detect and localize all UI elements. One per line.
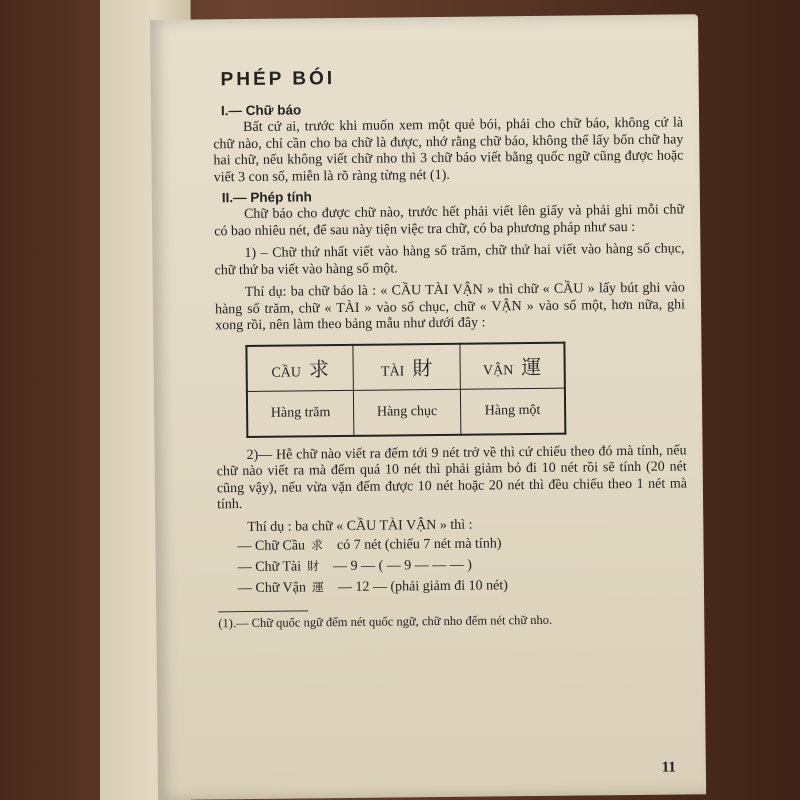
- section1-heading: I.— Chữ báo: [220, 102, 302, 119]
- table-cell: VẬN 運: [460, 342, 565, 389]
- table-cell: CẦU 求: [246, 344, 353, 391]
- example-2: Thí dụ : ba chữ « CẦU TÀI VẬN » thì :: [247, 517, 473, 535]
- cjk-character: 運: [521, 354, 542, 380]
- footnote: (1).— Chữ quốc ngữ đếm nét quốc ngữ, chữ nho đếm nét chữ nho.: [218, 612, 553, 631]
- table-cell: Hàng một: [460, 388, 565, 435]
- table-row: [246, 342, 564, 391]
- list-item: — Chữ Vận 運 — 12 — (phải giảm đi 10 nét): [237, 578, 508, 597]
- sample-table: [245, 341, 566, 437]
- section2-intro: Chữ báo cho được chữ nào, trước hết phải viết lên giấy và phải ghi mỗi chữ có bao nhiêu nét, để sau này tiện việc tra chữ, có ba phương pháp như sau :: [214, 202, 685, 239]
- example-1: Thí dụ: ba chữ báo là : « CẦU TÀI VẬN » thì chữ « CẦU » lấy bút ghi vào hàng số trăm, chữ « TÀI » vào số chục, chữ « VẬN » vào số một, hơn nữa, ghi xong rồi, nên làm theo bảng mẫu như dưới đây :: [214, 280, 686, 334]
- list-item: — Chữ Tài 財 — 9 — ( — 9 — — — ): [237, 557, 472, 576]
- cjk-character: 財: [306, 559, 320, 574]
- page-title: PHÉP BÓI: [220, 68, 336, 91]
- footnote-divider: [218, 610, 308, 612]
- rule-1: 1) – Chữ thứ nhất viết vào hàng số trăm, chữ thứ hai viết vào hàng số chục, chữ thứ ba viết vào hàng số một.: [214, 241, 685, 278]
- book-page: [150, 14, 706, 800]
- section2-heading: II.— Phép tính: [221, 189, 312, 206]
- cjk-character: 財: [412, 356, 433, 381]
- rule-2: 2)— Hễ chữ nào viết ra đếm tới 9 nét trở về thì cứ chiếu theo đó mà tính, nếu chữ nào viết ra mà đếm quá 10 nét thì phải giảm bỏ đi 10 nét rồi sẽ tính (20 nét cũng vậy), nếu vừa vặn đếm được 10 nét hoặc 20 nét thì đều chiếu theo 1 nét mà tính.: [216, 442, 687, 513]
- table-cell: TÀI 財: [353, 343, 460, 390]
- list-item: — Chữ Cầu 求 có 7 nét (chiếu 7 nét mà tính): [237, 536, 502, 555]
- page-content: [213, 64, 689, 631]
- table-cell: Hàng trăm: [247, 390, 354, 437]
- table-row: [247, 388, 565, 437]
- section1-text: Bất cứ ai, trước khi muốn xem một quẻ bói, phải cho chữ báo, không cứ là chữ nào, chỉ cần cho ba chữ là được, nhớ rằng chữ báo, không thể lấy bốn chữ hay hai chữ, nếu không viết chữ nho thì 3 chữ báo viết bằng quốc ngữ cũng được hoặc viết 3 con số, miễn là rõ ràng từng nét (1).: [213, 115, 684, 185]
- cjk-character: 運: [311, 580, 325, 595]
- cjk-character: 求: [308, 357, 330, 382]
- cjk-character: 求: [310, 538, 324, 553]
- table-cell: Hàng chục: [353, 389, 460, 436]
- page-number: 11: [661, 759, 676, 776]
